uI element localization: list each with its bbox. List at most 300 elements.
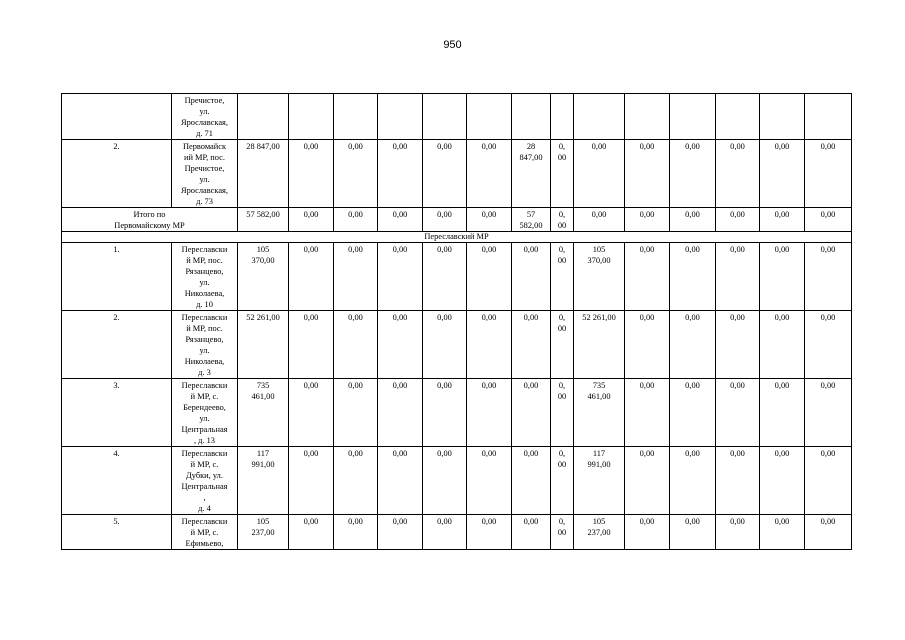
value-cell (238, 140, 289, 208)
cell-line: 57 582,00 (246, 210, 280, 219)
cell-line: Ярославская, (180, 118, 228, 127)
index-cell (62, 243, 172, 311)
index-cell (62, 311, 172, 379)
cell-line: 0,00 (774, 449, 790, 458)
cell-line: й МР, с. (190, 392, 219, 401)
index-cell (62, 447, 172, 515)
cell-line: 0,00 (730, 517, 745, 526)
cell-line: 0,00 (730, 245, 745, 254)
cell-line: 370,00 (587, 256, 611, 265)
value-cell (238, 447, 289, 515)
cell-line: 0,00 (820, 517, 836, 526)
cell-line: 00 (557, 256, 567, 265)
value-cell (805, 515, 852, 550)
value-cell (760, 515, 805, 550)
cell-line: 28 (526, 142, 536, 151)
value-cell (289, 447, 334, 515)
value-cell (289, 515, 334, 550)
value-cell (423, 379, 467, 447)
table-row (62, 94, 852, 140)
value-cell (760, 94, 805, 140)
value-cell (670, 243, 716, 311)
value-cell (670, 515, 716, 550)
value-cell (334, 515, 378, 550)
cell-line: Центральная (181, 482, 228, 491)
cell-line: Пречистое, (184, 164, 225, 173)
value-cell (467, 515, 512, 550)
cell-line: Николаева, (184, 289, 225, 298)
cell-line: й МР, с. (190, 460, 219, 469)
index-cell (62, 140, 172, 208)
cell-line: 0,00 (639, 449, 655, 458)
cell-line: , д. 13 (193, 436, 215, 445)
cell-line: Переславски (181, 381, 228, 390)
cell-line: Рязанцево, (185, 335, 224, 344)
cell-line: 0,00 (481, 210, 497, 219)
value-cell (334, 140, 378, 208)
cell-line: ий МР, пос. (184, 153, 225, 162)
cell-line: 0,00 (774, 142, 790, 151)
value-cell (760, 243, 805, 311)
value-cell (512, 515, 551, 550)
cell-line: 0,00 (348, 381, 363, 390)
value-cell (378, 311, 423, 379)
cell-line: Ефимьево, (185, 539, 224, 548)
value-cell (716, 447, 760, 515)
value-cell (512, 447, 551, 515)
value-cell (467, 311, 512, 379)
value-cell (289, 208, 334, 232)
cell-line: 0,00 (481, 449, 497, 458)
cell-line: 0,00 (774, 210, 790, 219)
value-cell (670, 311, 716, 379)
index-cell (62, 515, 172, 550)
cell-line: 0,00 (437, 210, 452, 219)
value-cell (423, 208, 467, 232)
cell-line: 0,00 (523, 313, 539, 322)
cell-line: 0,00 (820, 245, 836, 254)
cell-line: 0,00 (730, 210, 745, 219)
cell-line: 28 847,00 (246, 142, 280, 151)
cell-line: 0,00 (348, 449, 363, 458)
cell-line: ул. (199, 346, 210, 355)
value-cell (334, 311, 378, 379)
cell-line: 847,00 (519, 153, 543, 162)
index-cell (62, 94, 172, 140)
cell-line: 0,00 (348, 313, 363, 322)
cell-line: 0,00 (437, 313, 452, 322)
cell-line: 105 (256, 517, 270, 526)
cell-line: 105 (592, 245, 606, 254)
value-cell (512, 311, 551, 379)
cell-line: 735 (592, 381, 606, 390)
value-cell (625, 311, 670, 379)
cell-line: 0, (558, 245, 566, 254)
value-cell (289, 311, 334, 379)
value-cell (625, 243, 670, 311)
value-cell (574, 140, 625, 208)
value-cell (670, 447, 716, 515)
cell-line: 57 (526, 210, 536, 219)
name-cell (172, 94, 238, 140)
cell-line: 0, (558, 517, 566, 526)
cell-line: 105 (592, 517, 606, 526)
value-cell (289, 94, 334, 140)
cell-line: д. 3 (198, 368, 211, 377)
cell-line: 370,00 (251, 256, 275, 265)
value-cell (378, 140, 423, 208)
name-cell (172, 379, 238, 447)
value-cell (512, 243, 551, 311)
cell-line: 0,00 (481, 142, 497, 151)
cell-line: Итого по (133, 210, 166, 219)
cell-line: 0, (558, 210, 566, 219)
cell-line: 0,00 (392, 517, 408, 526)
value-cell (760, 447, 805, 515)
cell-line: 0,00 (348, 245, 363, 254)
cell-line: 0,00 (523, 517, 539, 526)
cell-line: 0,00 (303, 313, 319, 322)
value-cell (334, 379, 378, 447)
value-cell (334, 208, 378, 232)
cell-line: 00 (557, 221, 567, 230)
cell-line: 0,00 (481, 245, 497, 254)
cell-line: 0,00 (685, 245, 700, 254)
cell-line: Пречистое, (184, 96, 225, 105)
budget-table (61, 93, 852, 550)
cell-line: 0,00 (820, 142, 836, 151)
cell-line: 00 (557, 392, 567, 401)
cell-line: 0,00 (303, 245, 319, 254)
cell-line: 0,00 (392, 449, 408, 458)
cell-line: Ярославская, (180, 186, 228, 195)
section-row (62, 232, 852, 243)
cell-line: й МР, пос. (186, 324, 223, 333)
value-cell (670, 94, 716, 140)
cell-line: Первомайск (182, 142, 227, 151)
total-row (62, 208, 852, 232)
cell-line: 0,00 (348, 142, 363, 151)
cell-line: 0,00 (685, 517, 700, 526)
value-cell (551, 447, 574, 515)
cell-line: 0, (558, 142, 566, 151)
cell-line: 1. (113, 245, 120, 254)
cell-line: Первомайскому МР (114, 221, 185, 230)
value-cell (625, 208, 670, 232)
cell-line: 0,00 (774, 313, 790, 322)
value-cell (760, 208, 805, 232)
cell-line: ул. (199, 107, 210, 116)
section-title: Переславский МР (62, 232, 852, 243)
value-cell (238, 515, 289, 550)
cell-line: Переславски (181, 517, 228, 526)
cell-line: Николаева, (184, 357, 225, 366)
value-cell (625, 447, 670, 515)
cell-line: 991,00 (251, 460, 275, 469)
value-cell (574, 379, 625, 447)
cell-line: 0,00 (481, 313, 497, 322)
cell-line: 0,00 (437, 381, 452, 390)
value-cell (670, 140, 716, 208)
cell-line: Центральная (181, 425, 228, 434)
value-cell (378, 515, 423, 550)
cell-line: 0,00 (481, 517, 497, 526)
value-cell (805, 243, 852, 311)
cell-line: 117 (592, 449, 606, 458)
cell-line: Переславски (181, 313, 228, 322)
cell-line: Переславски (181, 449, 228, 458)
cell-line: 0,00 (392, 142, 408, 151)
table-row (62, 447, 852, 515)
value-cell (551, 515, 574, 550)
cell-line: 4. (113, 449, 120, 458)
value-cell (423, 243, 467, 311)
value-cell (467, 140, 512, 208)
cell-line: й МР, с. (190, 528, 219, 537)
cell-line: 2. (113, 142, 120, 151)
value-cell (378, 208, 423, 232)
cell-line: 0,00 (437, 517, 452, 526)
cell-line: д. 4 (198, 504, 211, 513)
value-cell (467, 243, 512, 311)
cell-line: 0,00 (730, 142, 745, 151)
cell-line: 0, (558, 381, 566, 390)
cell-line: Дубки, ул. (186, 471, 223, 480)
cell-line: , (203, 493, 206, 502)
value-cell (334, 447, 378, 515)
index-cell (62, 379, 172, 447)
table-row (62, 515, 852, 550)
cell-line: 0,00 (639, 142, 655, 151)
value-cell (551, 208, 574, 232)
cell-line: 991,00 (587, 460, 611, 469)
cell-line: 00 (557, 528, 567, 537)
value-cell (716, 94, 760, 140)
value-cell (574, 447, 625, 515)
value-cell (625, 94, 670, 140)
value-cell (551, 379, 574, 447)
value-cell (760, 311, 805, 379)
page-number: 950 (443, 39, 462, 51)
cell-line: 0,00 (591, 210, 607, 219)
name-cell (172, 243, 238, 311)
value-cell (551, 243, 574, 311)
value-cell (423, 447, 467, 515)
cell-line: ул. (199, 278, 210, 287)
cell-line: 52 261,00 (246, 313, 280, 322)
cell-line: 0,00 (730, 449, 745, 458)
cell-line: 0,00 (639, 313, 655, 322)
value-cell (423, 515, 467, 550)
table-row (62, 140, 852, 208)
cell-line: 0,00 (730, 313, 745, 322)
cell-line: 2. (113, 313, 120, 322)
cell-line: 0,00 (348, 210, 363, 219)
value-cell (574, 94, 625, 140)
value-cell (805, 379, 852, 447)
value-cell (625, 379, 670, 447)
value-cell (805, 94, 852, 140)
cell-line: 0,00 (685, 210, 700, 219)
cell-line: 3. (113, 381, 120, 390)
value-cell (238, 311, 289, 379)
cell-line: 0,00 (685, 313, 700, 322)
value-cell (551, 311, 574, 379)
value-cell (716, 379, 760, 447)
cell-line: 0,00 (639, 381, 655, 390)
value-cell (805, 311, 852, 379)
name-cell (172, 140, 238, 208)
value-cell (423, 140, 467, 208)
table-row (62, 243, 852, 311)
name-cell (172, 311, 238, 379)
cell-line: 582,00 (519, 221, 543, 230)
table-row (62, 311, 852, 379)
value-cell (334, 243, 378, 311)
cell-line: 117 (256, 449, 270, 458)
cell-line: 0,00 (820, 210, 836, 219)
cell-line: 0, (558, 313, 566, 322)
cell-line: 0,00 (392, 210, 408, 219)
value-cell (238, 243, 289, 311)
cell-line: 00 (557, 324, 567, 333)
cell-line: 0,00 (523, 381, 539, 390)
cell-line: 105 (256, 245, 270, 254)
value-cell (760, 379, 805, 447)
value-cell (805, 447, 852, 515)
cell-line: 0,00 (392, 245, 408, 254)
value-cell (289, 140, 334, 208)
cell-line: 0,00 (685, 381, 700, 390)
cell-line: 461,00 (251, 392, 275, 401)
value-cell (716, 208, 760, 232)
cell-line: 461,00 (587, 392, 611, 401)
cell-line: 0,00 (392, 313, 408, 322)
name-cell (62, 208, 238, 232)
value-cell (378, 94, 423, 140)
cell-line: 0,00 (639, 517, 655, 526)
value-cell (716, 311, 760, 379)
value-cell (625, 140, 670, 208)
cell-line: 00 (557, 153, 567, 162)
value-cell (467, 379, 512, 447)
value-cell (805, 208, 852, 232)
value-cell (289, 243, 334, 311)
value-cell (467, 447, 512, 515)
value-cell (334, 94, 378, 140)
value-cell (670, 379, 716, 447)
cell-line: 0,00 (820, 313, 836, 322)
value-cell (289, 379, 334, 447)
cell-line: 5. (113, 517, 120, 526)
value-cell (378, 243, 423, 311)
cell-line: 0,00 (639, 245, 655, 254)
value-cell (512, 208, 551, 232)
cell-line: 0,00 (685, 449, 700, 458)
value-cell (805, 140, 852, 208)
value-cell (716, 515, 760, 550)
value-cell (551, 140, 574, 208)
name-cell (172, 447, 238, 515)
cell-line: 237,00 (251, 528, 275, 537)
cell-line: 0,00 (639, 210, 655, 219)
cell-line: ул. (199, 414, 210, 423)
value-cell (574, 515, 625, 550)
value-cell (423, 94, 467, 140)
value-cell (760, 140, 805, 208)
cell-line: 0,00 (303, 517, 319, 526)
value-cell (512, 379, 551, 447)
cell-line: 0,00 (774, 245, 790, 254)
cell-line: д. 10 (196, 300, 213, 309)
cell-line: 0,00 (820, 449, 836, 458)
cell-line: Берендеево, (183, 403, 226, 412)
cell-line: 0,00 (437, 245, 452, 254)
value-cell (574, 311, 625, 379)
cell-line: д. 71 (196, 129, 213, 138)
cell-line: й МР, пос. (186, 256, 223, 265)
value-cell (716, 243, 760, 311)
table-body (62, 94, 852, 550)
value-cell (512, 140, 551, 208)
value-cell (574, 208, 625, 232)
cell-line: ул. (199, 175, 210, 184)
value-cell (378, 447, 423, 515)
cell-line: 0,00 (303, 449, 319, 458)
cell-line: д. 73 (196, 197, 213, 206)
cell-line: 0,00 (730, 381, 745, 390)
value-cell (670, 208, 716, 232)
value-cell (238, 94, 289, 140)
cell-line: 0,00 (523, 449, 539, 458)
name-cell (172, 515, 238, 550)
value-cell (625, 515, 670, 550)
cell-line: 0,00 (523, 245, 539, 254)
cell-line: 0, (558, 449, 566, 458)
cell-line: 0,00 (774, 381, 790, 390)
value-cell (238, 208, 289, 232)
cell-line: 0,00 (820, 381, 836, 390)
value-cell (467, 208, 512, 232)
cell-line: 0,00 (685, 142, 700, 151)
cell-line: 0,00 (437, 142, 452, 151)
cell-line: 0,00 (348, 517, 363, 526)
cell-line: 237,00 (587, 528, 611, 537)
cell-line: 52 261,00 (582, 313, 616, 322)
cell-line: Рязанцево, (185, 267, 224, 276)
table-row (62, 379, 852, 447)
cell-line: 00 (557, 460, 567, 469)
cell-line: 0,00 (481, 381, 497, 390)
cell-line: Переславски (181, 245, 228, 254)
cell-line: 0,00 (303, 142, 319, 151)
value-cell (512, 94, 551, 140)
cell-line: 0,00 (303, 381, 319, 390)
value-cell (467, 94, 512, 140)
value-cell (551, 94, 574, 140)
cell-line: 0,00 (774, 517, 790, 526)
value-cell (574, 243, 625, 311)
cell-line: 0,00 (303, 210, 319, 219)
value-cell (423, 311, 467, 379)
cell-line: 0,00 (437, 449, 452, 458)
cell-line: 735 (256, 381, 270, 390)
value-cell (238, 379, 289, 447)
value-cell (716, 140, 760, 208)
value-cell (378, 379, 423, 447)
cell-line: 0,00 (392, 381, 408, 390)
cell-line: 0,00 (591, 142, 607, 151)
